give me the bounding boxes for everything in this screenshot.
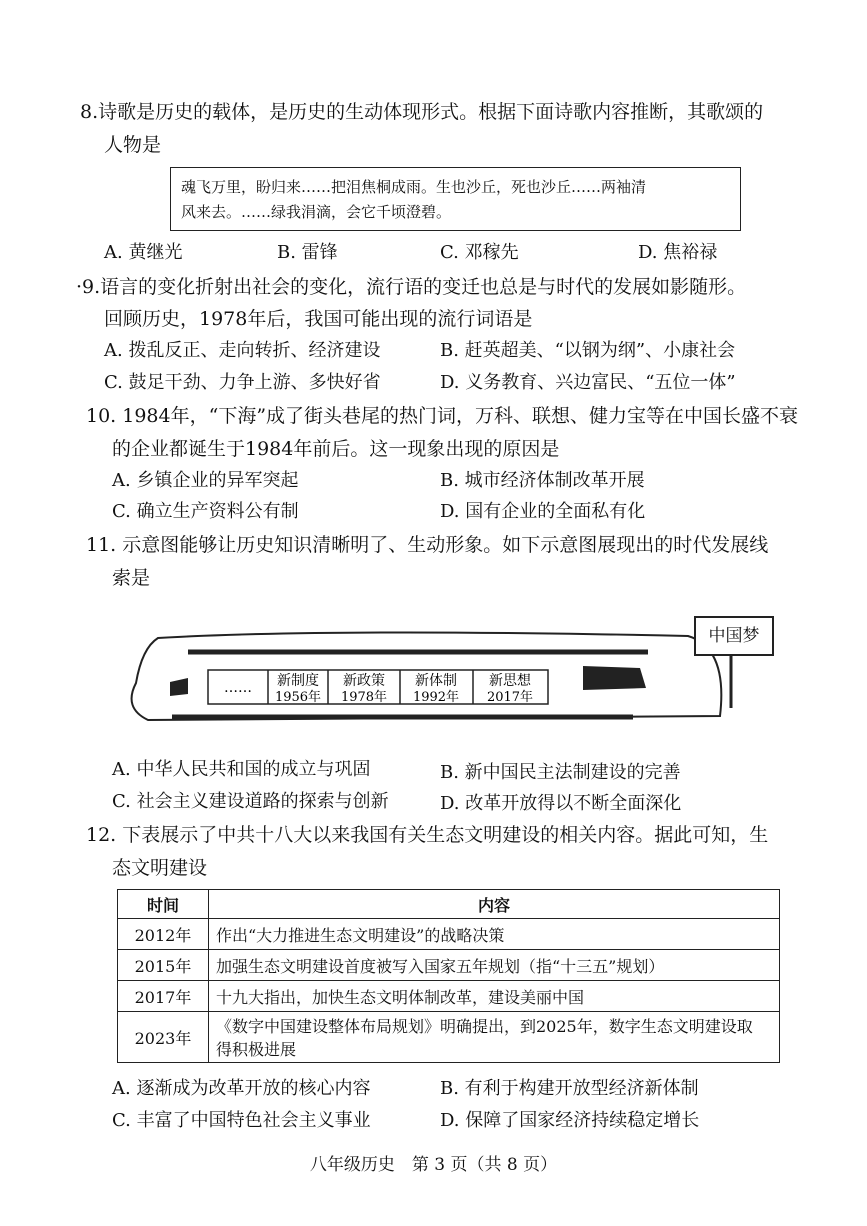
q10-option-d[interactable]: D. 国有企业的全面私有化	[440, 501, 646, 522]
q11-option-c[interactable]: C. 社会主义建设道路的探索与创新	[112, 791, 389, 812]
q8-option-d[interactable]: D. 焦裕禄	[638, 242, 718, 263]
q12-option-d[interactable]: D. 保障了国家经济持续稳定增长	[440, 1110, 700, 1131]
q9-option-c[interactable]: C. 鼓足干劲、力争上游、多快好省	[104, 372, 381, 393]
q12-stem-line1: 12. 下表展示了中共十八大以来我国有关生态文明建设的相关内容。据此可知，生	[86, 824, 769, 846]
table-row	[118, 981, 780, 1012]
q8-option-b[interactable]: B. 雷锋	[277, 242, 338, 263]
q10-option-c[interactable]: C. 确立生产资料公有制	[112, 501, 299, 522]
q11-stem-line1: 11. 示意图能够让历史知识清晰明了、生动形象。如下示意图展现出的时代发展线	[86, 534, 769, 556]
train-window-4-line2: 1992年	[412, 690, 460, 705]
q9-stem-line1: ·9.语言的变化折射出社会的变化，流行语的变迁也总是与时代的发展如影随形。	[76, 276, 747, 298]
train-window-3-line1: 新政策	[343, 673, 385, 689]
train-window-2-line2: 1956年	[274, 690, 322, 705]
q8-stem-line1: 8.诗歌是历史的载体，是历史的生动体现形式。根据下面诗歌内容推断，其歌颂的	[80, 101, 764, 123]
q11-option-a[interactable]: A. 中华人民共和国的成立与巩固	[112, 759, 371, 780]
china-dream-sign: 中国梦	[694, 616, 774, 656]
train-window-3-line2: 1978年	[340, 690, 388, 705]
train-window-1-text: ……	[224, 680, 252, 696]
table-header-row	[118, 890, 780, 919]
table-cell-year: 2023年	[118, 1012, 209, 1063]
q10-stem-line1: 10. 1984年，“下海”成了街头巷尾的热门词，万科、联想、健力宝等在中国长盛不衰	[86, 405, 799, 427]
table-cell-year: 2015年	[118, 950, 209, 981]
table-row	[118, 919, 780, 950]
q10-option-a[interactable]: A. 乡镇企业的异军突起	[112, 470, 299, 491]
q11-stem-line2: 索是	[112, 567, 151, 589]
q11-option-d[interactable]: D. 改革开放得以不断全面深化	[440, 793, 682, 814]
q8-option-a[interactable]: A. 黄继光	[104, 242, 183, 263]
q9-option-b[interactable]: B. 赶英超美、“以钢为纲”、小康社会	[440, 340, 736, 361]
q9-stem-line2: 回顾历史，1978年后，我国可能出现的流行词语是	[104, 308, 533, 330]
table-cell-content-line1: 《数字中国建设整体布局规划》明确提出，到2025年，数字生态文明建设取	[216, 1017, 753, 1036]
q12-stem-line2: 态文明建设	[112, 857, 208, 879]
table-cell-content	[209, 1012, 780, 1063]
eco-civilization-table	[117, 889, 780, 1063]
table-cell-content: 作出“大力推进生态文明建设”的战略决策	[209, 919, 780, 950]
q8-option-c[interactable]: C. 邓稼先	[440, 242, 519, 263]
q8-poem-box	[170, 167, 741, 231]
q9-option-a[interactable]: A. 拨乱反正、走向转折、经济建设	[104, 340, 381, 361]
table-row	[118, 950, 780, 981]
train-window-5-line2: 2017年	[486, 690, 534, 705]
table-cell-content: 加强生态文明建设首度被写入国家五年规划（指“十三五”规划）	[209, 950, 780, 981]
table-cell-content-line2: 得积极进展	[216, 1040, 297, 1059]
q12-option-a[interactable]: A. 逐渐成为改革开放的核心内容	[112, 1078, 371, 1099]
q10-option-b[interactable]: B. 城市经济体制改革开展	[440, 470, 645, 491]
train-window-2-line1: 新制度	[277, 673, 319, 689]
train-diagram	[128, 608, 748, 738]
table-cell-content: 十九大指出，加快生态文明体制改革，建设美丽中国	[209, 981, 780, 1012]
q8-stem-line2: 人物是	[104, 134, 162, 156]
table-header-content: 内容	[209, 890, 780, 919]
table-cell-year: 2017年	[118, 981, 209, 1012]
train-rear-window	[583, 666, 646, 690]
q10-stem-line2: 的企业都诞生于1984年前后。这一现象出现的原因是	[112, 438, 560, 460]
table-cell-year: 2012年	[118, 919, 209, 950]
q8-poem-line1: 魂飞万里，盼归来……把泪焦桐成雨。生也沙丘，死也沙丘……两袖清	[181, 178, 647, 196]
train-window-5-line1: 新思想	[489, 673, 531, 689]
train-window-4-line1: 新体制	[415, 673, 457, 689]
q8-poem-line2: 风来去。……绿我涓滴，会它千顷澄碧。	[181, 203, 452, 221]
q11-option-b[interactable]: B. 新中国民主法制建设的完善	[440, 762, 681, 783]
q12-option-c[interactable]: C. 丰富了中国特色社会主义事业	[112, 1110, 371, 1131]
table-header-time: 时间	[118, 890, 209, 919]
table-row	[118, 1012, 780, 1063]
page-footer: 八年级历史 第 3 页（共 8 页）	[309, 1155, 558, 1175]
q12-option-b[interactable]: B. 有利于构建开放型经济新体制	[440, 1078, 699, 1099]
q9-option-d[interactable]: D. 义务教育、兴边富民、“五位一体”	[440, 372, 736, 393]
